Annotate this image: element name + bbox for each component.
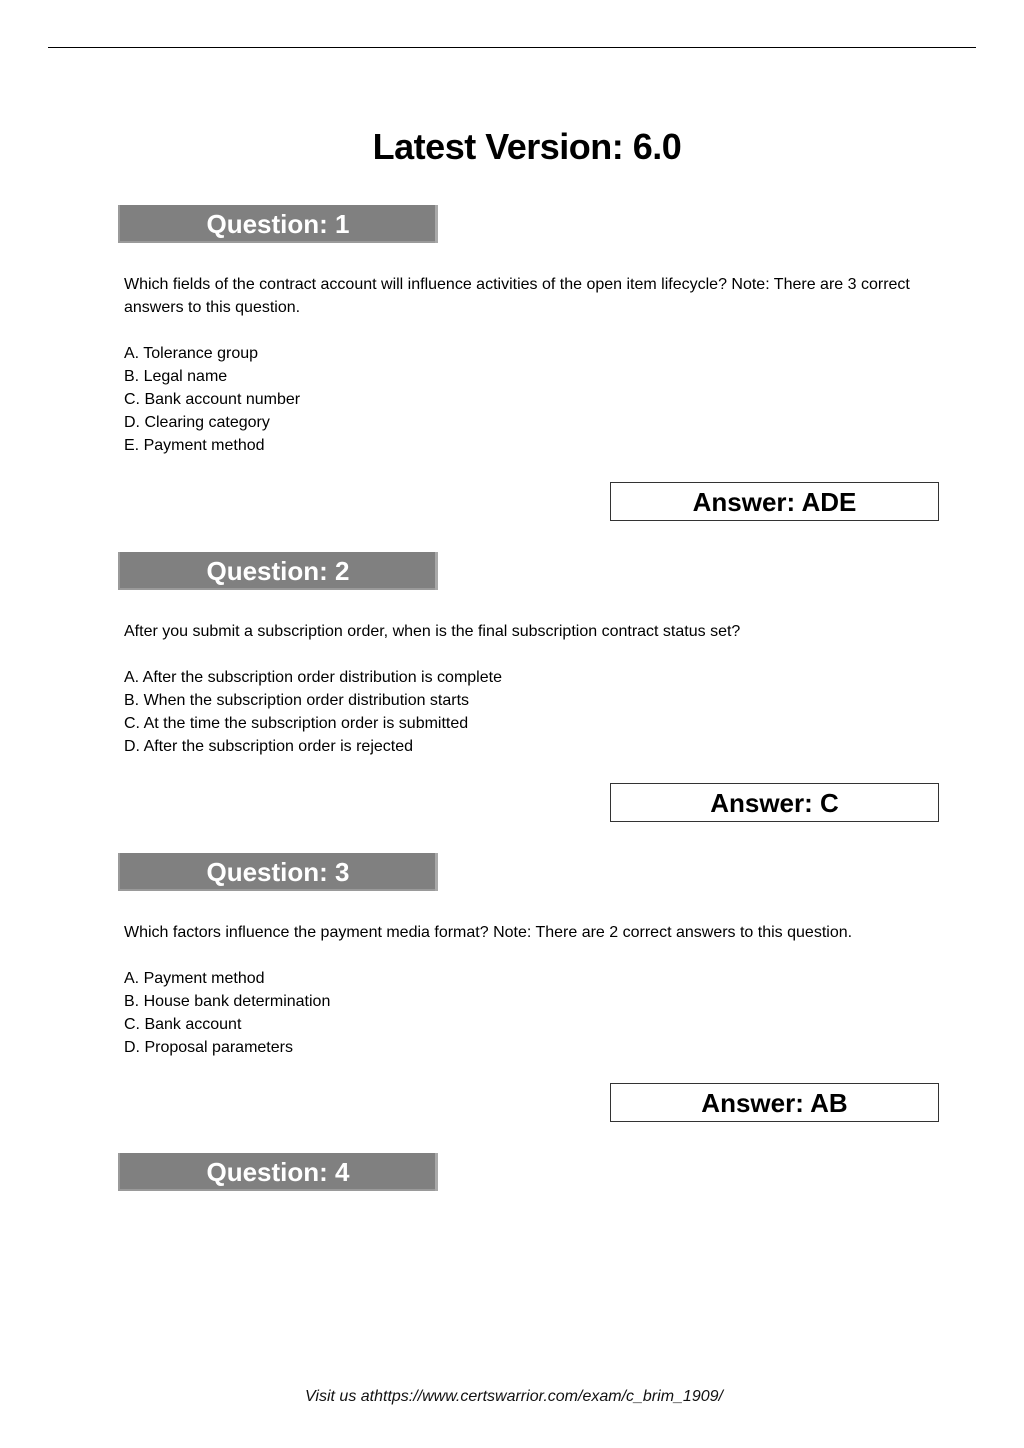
question-1-option-c: C. Bank account number — [124, 391, 301, 408]
question-2-text: After you submit a subscription order, when is the final subscription contract status set? — [124, 623, 741, 640]
page-title: Latest Version: 6.0 — [372, 126, 682, 167]
question-2-option-b: B. When the subscription order distribution starts — [124, 692, 470, 709]
question-1-text: Which fields of the contract account will influence activities of the open item lifecycle? Note: There are 3 correct answers to this question. — [124, 276, 910, 316]
question-3-header: Question: 3 — [118, 853, 438, 891]
question-1-option-b: B. Legal name — [124, 368, 228, 385]
question-2-option-c: C. At the time the subscription order is submitted — [124, 715, 469, 732]
question-1-header: Question: 1 — [118, 205, 438, 243]
question-3-answer: Answer: AB — [610, 1083, 939, 1122]
question-3-text: Which factors influence the payment media format? Note: There are 2 correct answers to this question. — [124, 924, 853, 941]
question-3-body — [124, 921, 944, 1059]
question-4-header: Question: 4 — [118, 1153, 438, 1191]
question-2-option-a: A. After the subscription order distribution is complete — [124, 669, 502, 686]
question-1-option-e: E. Payment method — [124, 437, 265, 454]
footer-link-text[interactable]: Visit us athttps://www.certswarrior.com/exam/c_brim_1909/ — [305, 1388, 723, 1405]
question-1-body — [124, 273, 944, 457]
question-3-option-a: A. Payment method — [124, 970, 265, 987]
question-1-option-a: A. Tolerance group — [124, 345, 259, 362]
question-2-option-d: D. After the subscription order is rejected — [124, 738, 414, 755]
question-1-answer: Answer: ADE — [610, 482, 939, 521]
question-2-answer: Answer: C — [610, 783, 939, 822]
question-2-header: Question: 2 — [118, 552, 438, 590]
question-3-options — [124, 967, 944, 1059]
question-2-options — [124, 666, 944, 758]
question-3-option-c: C. Bank account — [124, 1016, 242, 1033]
question-3-option-d: D. Proposal parameters — [124, 1039, 293, 1056]
question-1-options — [124, 342, 944, 457]
question-2-body — [124, 620, 944, 758]
question-3-option-b: B. House bank determination — [124, 993, 331, 1010]
question-1-option-d: D. Clearing category — [124, 414, 270, 431]
top-divider — [48, 47, 976, 48]
